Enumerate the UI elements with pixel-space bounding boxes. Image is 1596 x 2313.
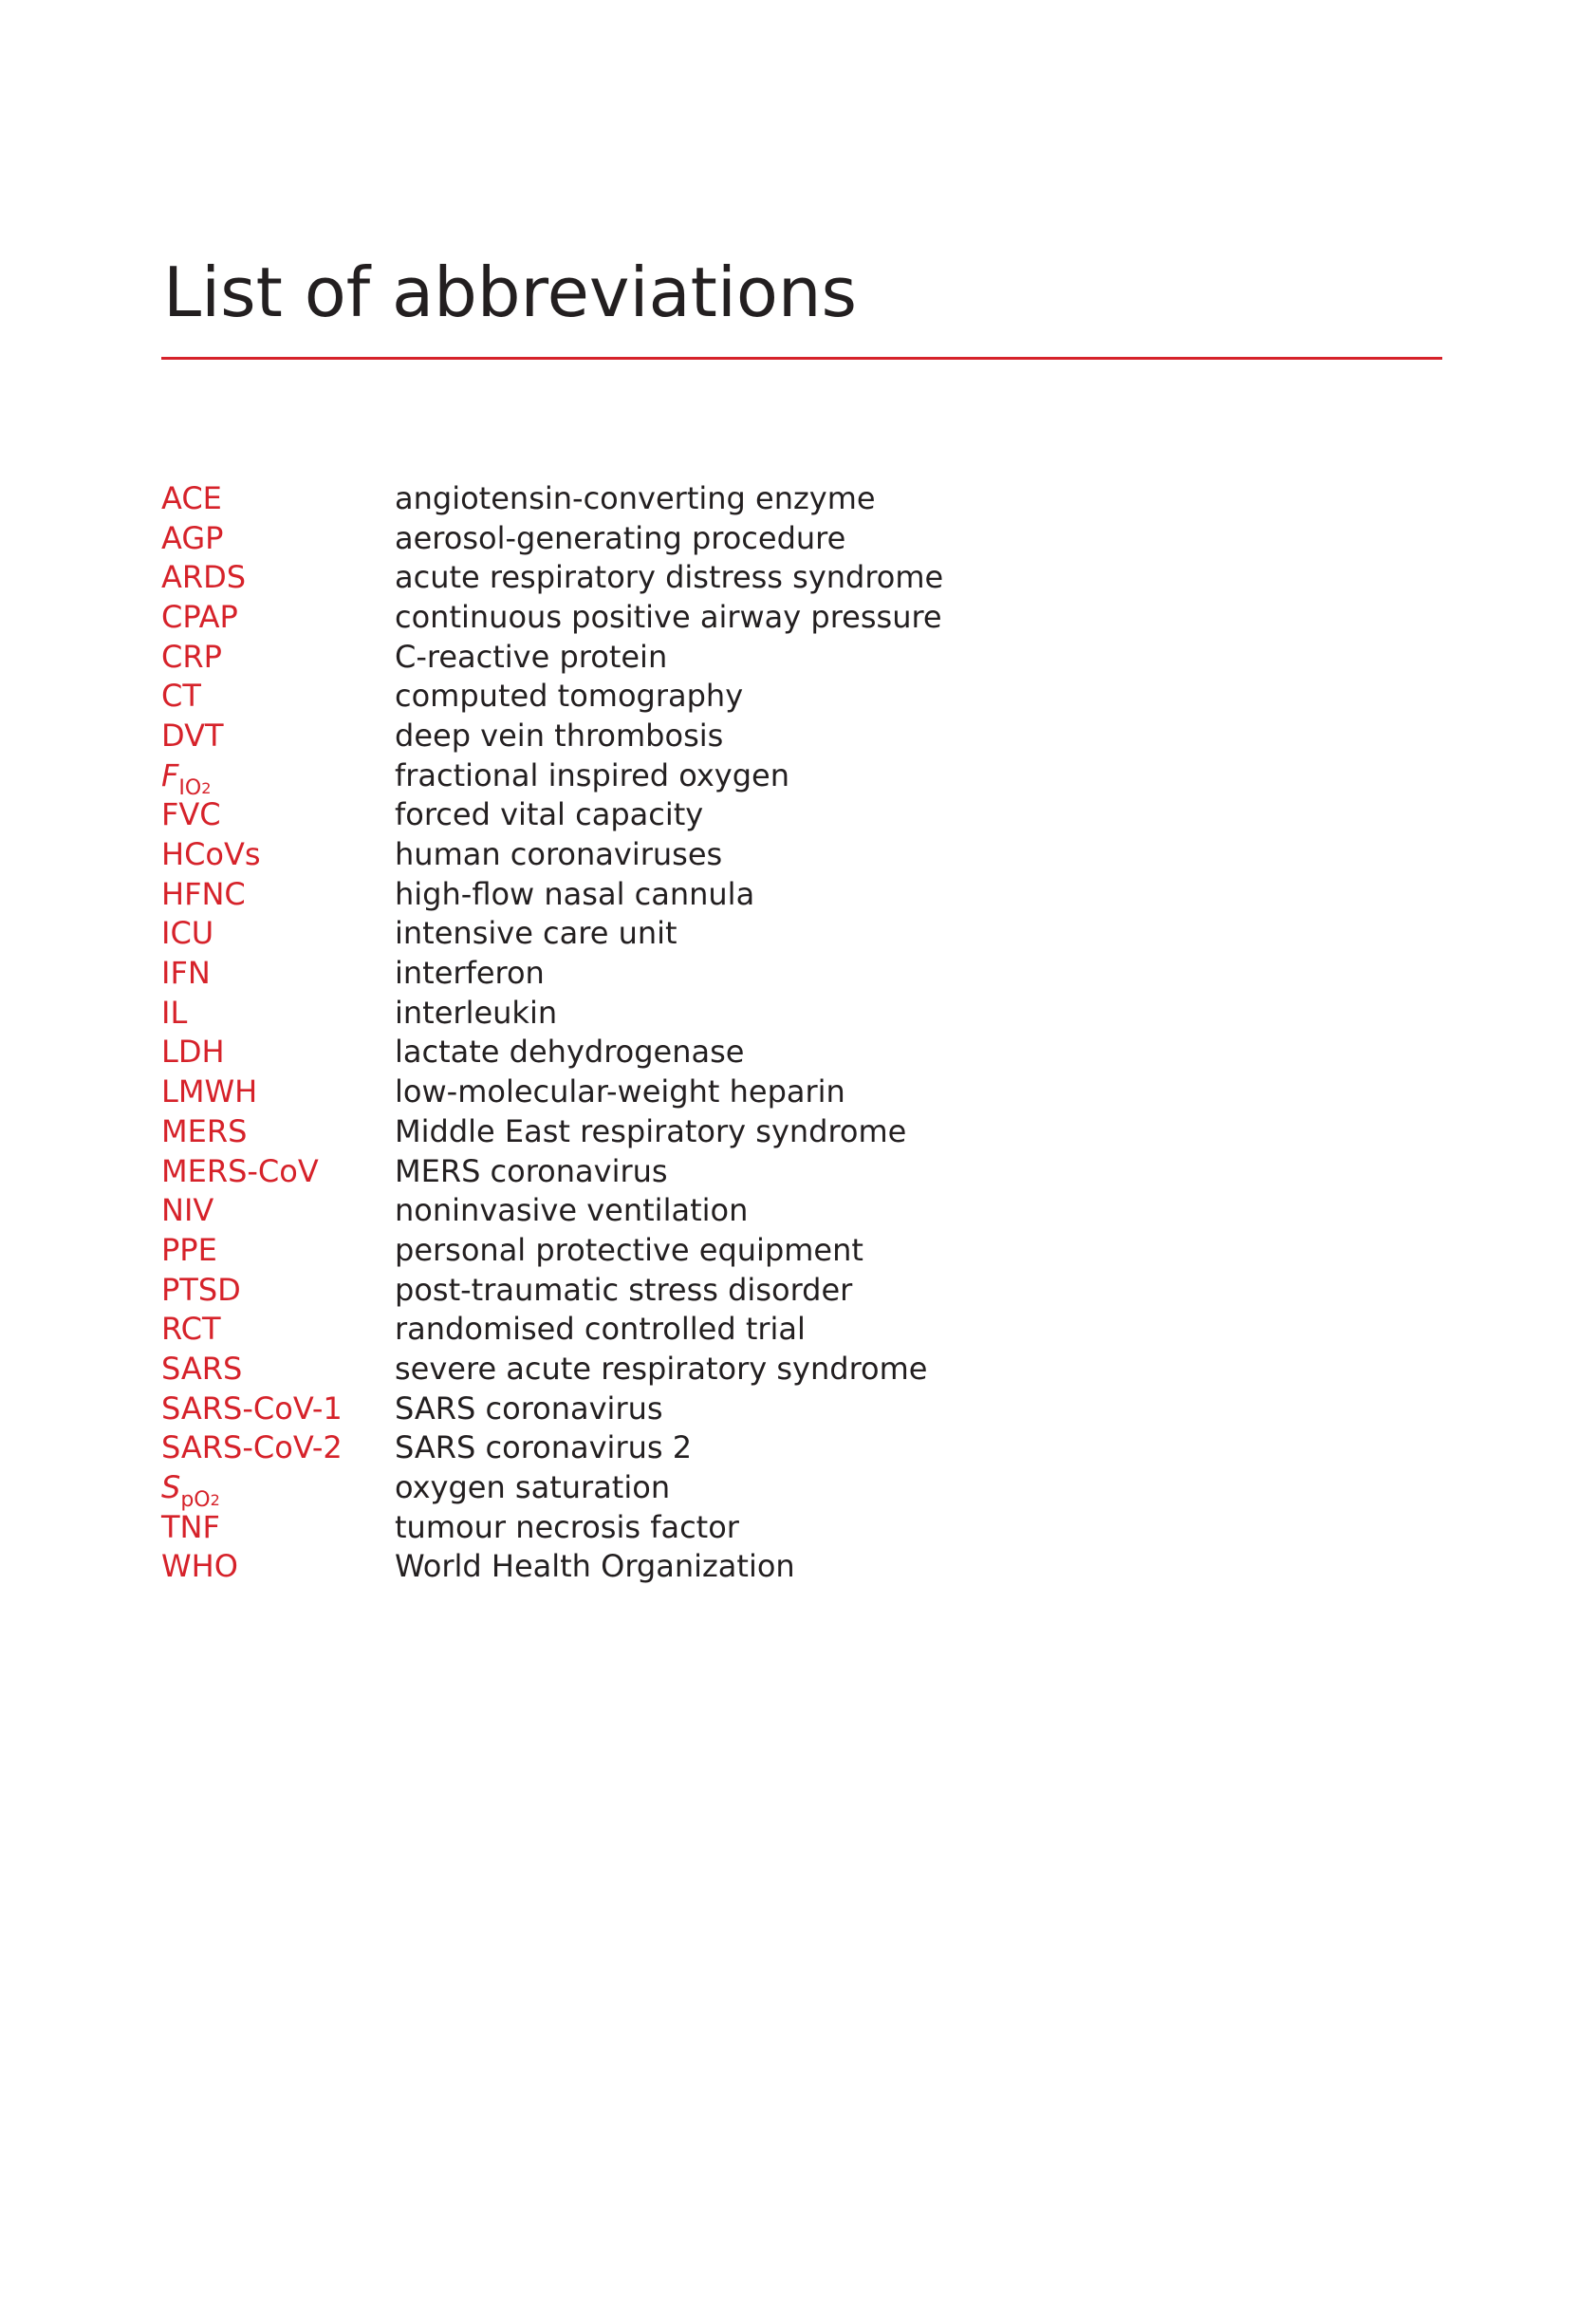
- abbreviation-definition: low-molecular-weight heparin: [395, 1073, 845, 1110]
- abbreviation-term: RCT: [161, 1311, 221, 1348]
- abbreviation-definition: C-reactive protein: [395, 638, 668, 675]
- abbreviation-term: NIV: [161, 1192, 214, 1229]
- abbreviation-definition: interleukin: [395, 994, 558, 1031]
- abbreviation-definition: fractional inspired oxygen: [395, 756, 790, 793]
- abbreviation-definition: randomised controlled trial: [395, 1311, 806, 1348]
- abbreviation-term: WHO: [161, 1548, 238, 1585]
- abbreviation-row: [161, 755, 1300, 800]
- abbreviation-term: [161, 756, 395, 800]
- abbreviation-term: FVC: [161, 796, 221, 833]
- term-sub-subscript: 2: [201, 778, 212, 797]
- abbreviation-term: TNF: [161, 1508, 220, 1545]
- abbreviation-term: DVT: [161, 717, 224, 754]
- abbreviation-term: SARS-CoV-1: [161, 1390, 343, 1427]
- abbreviation-term: AGP: [161, 519, 224, 556]
- abbreviation-row: [161, 953, 1300, 993]
- abbreviation-term: IFN: [161, 955, 211, 992]
- abbreviation-term: [161, 1469, 395, 1513]
- abbreviation-term: ICU: [161, 915, 214, 952]
- term-sub-subscript: 2: [210, 1491, 220, 1510]
- abbreviation-definition: lactate dehydrogenase: [395, 1034, 745, 1071]
- abbreviation-definition: high-flow nasal cannula: [395, 875, 755, 912]
- abbreviation-definition: intensive care unit: [395, 915, 677, 952]
- abbreviation-row: [161, 1349, 1300, 1389]
- abbreviation-row: [161, 1033, 1300, 1073]
- abbreviation-row: [161, 676, 1300, 716]
- abbreviation-term: CPAP: [161, 598, 238, 635]
- abbreviation-definition: World Health Organization: [395, 1548, 795, 1585]
- abbreviation-row: [161, 993, 1300, 1033]
- abbreviation-definition: interferon: [395, 955, 545, 992]
- abbreviation-term: ARDS: [161, 559, 247, 596]
- abbreviation-term: SARS: [161, 1350, 243, 1387]
- term-symbol: S: [161, 1469, 181, 1506]
- abbreviation-term: HFNC: [161, 875, 246, 912]
- abbreviation-row: [161, 557, 1300, 597]
- abbreviation-term: MERS-CoV: [161, 1152, 319, 1189]
- abbreviation-row: [161, 1111, 1300, 1151]
- abbreviation-term: MERS: [161, 1112, 248, 1149]
- abbreviation-row: [161, 716, 1300, 755]
- abbreviation-definition: acute respiratory distress syndrome: [395, 559, 944, 596]
- abbreviation-term: IL: [161, 994, 188, 1031]
- abbreviation-row: [161, 874, 1300, 914]
- abbreviation-definition: forced vital capacity: [395, 796, 704, 833]
- term-symbol: F: [161, 756, 179, 793]
- abbreviation-definition: SARS coronavirus 2: [395, 1429, 693, 1466]
- abbreviation-row: [161, 1507, 1300, 1547]
- abbreviation-row: [161, 597, 1300, 637]
- abbreviation-definition: computed tomography: [395, 678, 744, 715]
- title-divider: [161, 357, 1442, 360]
- abbreviation-definition: angiotensin-converting enzyme: [395, 479, 876, 516]
- abbreviation-row: [161, 1151, 1300, 1191]
- abbreviation-row: [161, 1389, 1300, 1428]
- abbreviation-term: CRP: [161, 638, 222, 675]
- abbreviation-row: [161, 637, 1300, 677]
- abbreviation-definition: severe acute respiratory syndrome: [395, 1350, 928, 1387]
- abbreviation-term: ACE: [161, 479, 222, 516]
- abbreviation-term: LMWH: [161, 1073, 258, 1110]
- page-title: List of abbreviations: [163, 252, 858, 332]
- abbreviation-row: [161, 1547, 1300, 1587]
- abbreviation-list: [161, 478, 1300, 1586]
- abbreviation-definition: post-traumatic stress disorder: [395, 1271, 853, 1308]
- abbreviation-term: LDH: [161, 1034, 225, 1071]
- abbreviation-definition: noninvasive ventilation: [395, 1192, 749, 1229]
- abbreviation-definition: MERS coronavirus: [395, 1152, 668, 1189]
- abbreviation-term: SARS-CoV-2: [161, 1429, 343, 1466]
- abbreviation-term: PPE: [161, 1231, 217, 1268]
- abbreviation-row: [161, 1230, 1300, 1270]
- abbreviation-row: [161, 1190, 1300, 1230]
- abbreviation-row: [161, 1467, 1300, 1513]
- abbreviation-row: [161, 478, 1300, 518]
- abbreviation-row: [161, 1309, 1300, 1349]
- abbreviation-row: [161, 1428, 1300, 1468]
- abbreviation-term: HCoVs: [161, 836, 261, 873]
- abbreviation-definition: SARS coronavirus: [395, 1390, 663, 1427]
- abbreviation-term: PTSD: [161, 1271, 241, 1308]
- term-subscript: IO: [178, 775, 202, 800]
- abbreviation-definition: tumour necrosis factor: [395, 1508, 739, 1545]
- term-subscript: pO: [180, 1488, 211, 1513]
- abbreviation-row: [161, 1270, 1300, 1310]
- abbreviation-row: [161, 795, 1300, 835]
- abbreviation-row: [161, 914, 1300, 954]
- abbreviation-definition: oxygen saturation: [395, 1469, 671, 1506]
- abbreviation-row: [161, 1072, 1300, 1111]
- abbreviation-row: [161, 834, 1300, 874]
- abbreviation-definition: Middle East respiratory syndrome: [395, 1112, 907, 1149]
- abbreviation-definition: deep vein thrombosis: [395, 717, 724, 754]
- abbreviation-term: CT: [161, 678, 201, 715]
- abbreviation-definition: continuous positive airway pressure: [395, 598, 942, 635]
- abbreviation-definition: personal protective equipment: [395, 1231, 863, 1268]
- abbreviation-row: [161, 518, 1300, 558]
- abbreviation-definition: human coronaviruses: [395, 836, 723, 873]
- abbreviation-definition: aerosol-generating procedure: [395, 519, 846, 556]
